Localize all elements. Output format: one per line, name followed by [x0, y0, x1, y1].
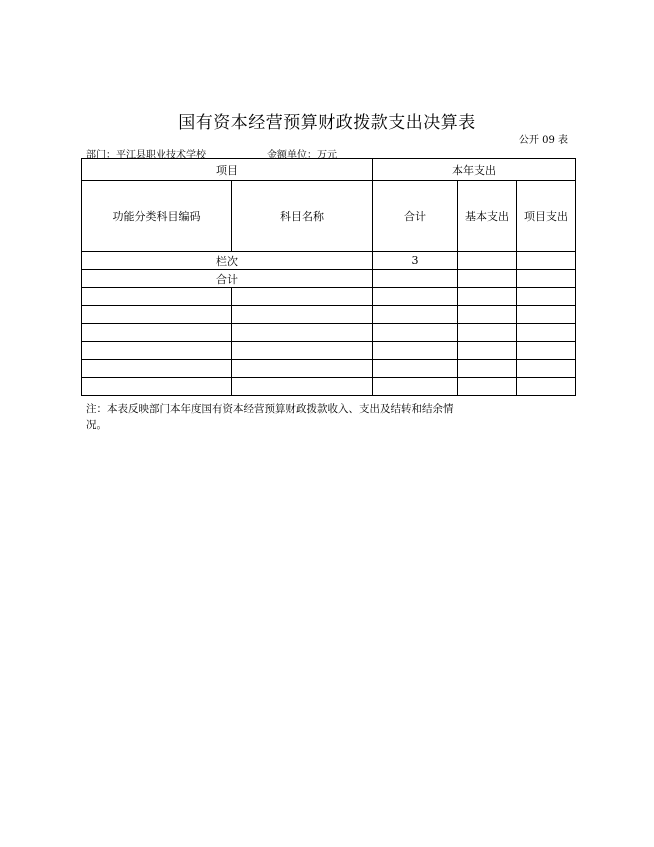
- table-cell: [517, 342, 576, 360]
- table-row: [82, 378, 576, 396]
- lanci-row: [82, 252, 576, 270]
- table-cell: [458, 270, 517, 288]
- table-cell: [373, 288, 458, 306]
- table-code: 公开 09 表: [518, 135, 568, 146]
- table-cell: [458, 252, 517, 270]
- table-cell: [517, 378, 576, 396]
- table-cell: [373, 306, 458, 324]
- header-year-expense: 本年支出: [373, 159, 576, 181]
- table-cell: [458, 342, 517, 360]
- table-cell: [82, 360, 232, 378]
- total-row: [82, 270, 576, 288]
- table-cell: [373, 378, 458, 396]
- table-cell: [232, 306, 373, 324]
- col-code: 功能分类科目编码: [82, 181, 232, 252]
- unit-label: 金额单位：万元: [267, 150, 337, 161]
- table-cell: [517, 360, 576, 378]
- header-row-2: [82, 181, 576, 252]
- header-project: 项目: [82, 159, 373, 181]
- table-row: [82, 342, 576, 360]
- table-cell: [458, 360, 517, 378]
- footnote: 注：本表反映部门本年度国有资本经营预算财政拨款收入、支出及结转和结余情况。: [86, 403, 454, 431]
- table-cell: [373, 360, 458, 378]
- lanci-total: 3: [373, 252, 458, 270]
- table-cell: [458, 324, 517, 342]
- table-cell: [373, 324, 458, 342]
- table-cell: [82, 324, 232, 342]
- table-cell: [458, 378, 517, 396]
- table-cell: [458, 288, 517, 306]
- expense-table: [81, 158, 576, 396]
- col-total: 合计: [373, 181, 458, 252]
- lanci-label: 栏次: [82, 252, 373, 270]
- table-cell: [517, 252, 576, 270]
- department-label: 部门：平江县职业技术学校: [86, 150, 206, 161]
- table-row: [82, 288, 576, 306]
- header-row-1: [82, 159, 576, 181]
- table-row: [82, 306, 576, 324]
- col-project: 项目支出: [517, 181, 576, 252]
- col-basic: 基本支出: [458, 181, 517, 252]
- table-cell: [517, 324, 576, 342]
- table-cell: [82, 378, 232, 396]
- table-cell: [373, 270, 458, 288]
- page-title: 国有资本经营预算财政拨款支出决算表: [178, 113, 476, 133]
- table-cell: [82, 342, 232, 360]
- table-row: [82, 324, 576, 342]
- table-cell: [82, 288, 232, 306]
- total-label: 合计: [82, 270, 373, 288]
- col-name: 科目名称: [232, 181, 373, 252]
- table-cell: [517, 288, 576, 306]
- table-cell: [373, 342, 458, 360]
- table-cell: [517, 270, 576, 288]
- table-row: [82, 360, 576, 378]
- table-cell: [232, 360, 373, 378]
- table-cell: [232, 342, 373, 360]
- table-cell: [232, 378, 373, 396]
- table-cell: [232, 288, 373, 306]
- table-cell: [458, 306, 517, 324]
- table-cell: [82, 306, 232, 324]
- table-cell: [232, 324, 373, 342]
- table-cell: [517, 306, 576, 324]
